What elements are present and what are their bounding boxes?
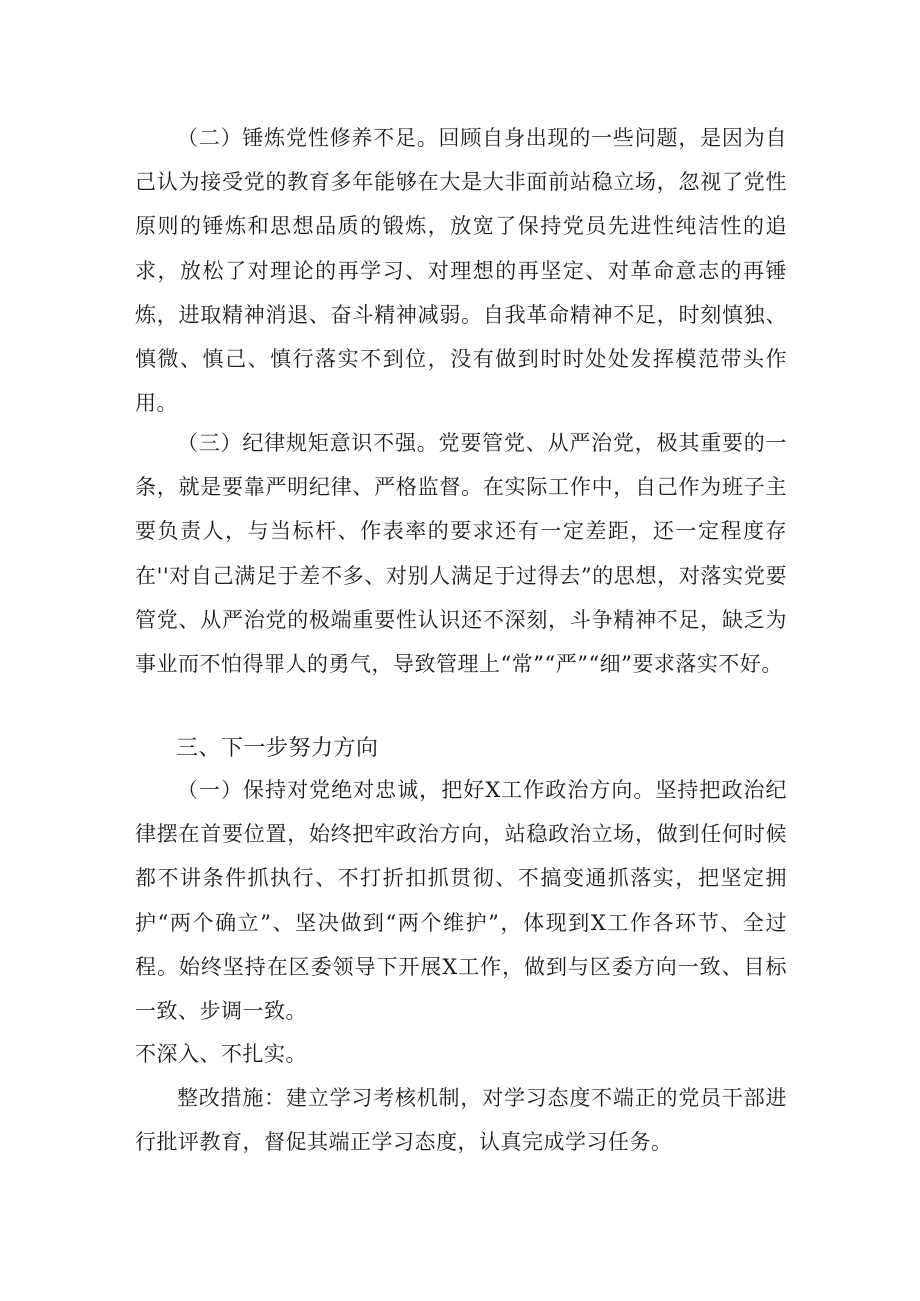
paragraph-loyalty-to-party: （一）保持对党绝对忠诚，把好X工作政治方向。坚持把政治纪律摆在首要位置，始终把牢政治方向，站稳政治立场，做到任何时候都不讲条件抓执行、不打折扣抓贯彻、不搞变通抓落实，把坚定拥护“两个确立”、坚决做到“两个维护”，体现到X工作各环节、全过程。始终坚持在区委领导下开展X工作，做到与区委方向一致、目标一致、步调一致。 [135,778,787,1024]
paragraph-party-spirit-cultivation: （二）锤炼党性修养不足。回顾自身出现的一些问题，是因为自己认为接受党的教育多年能够在大是大非面前站稳立场，忽视了党性原则的锤炼和思想品质的锻炼，放宽了保持党员先进性纯洁性的追求，放松了对理论的再学习、对理想的再坚定、对革命意志的再锤炼，进取精神消退、奋斗精神减弱。自我革命精神不足，时刻慎独、慎微、慎己、慎行落实不到位，没有做到时时处处发挥模范带头作用。 [135,126,787,416]
section-heading-next-steps: 三、下一步努力方向 [176,736,379,761]
paragraph-fragment: 不深入、不扎实。 [135,1042,307,1066]
paragraph-discipline-awareness: （三）纪律规矩意识不强。党要管党、从严治党，极其重要的一条，就是要靠严明纪律、严格监督。在实际工作中，自己作为班子主要负责人，与当标杆、作表率的要求还有一定差距，还一定程度存在''对自己满足于差不多、对别人满足于过得去”的思想，对落实党要管党、从严治党的极端重要性认识还不深刻，斗争精神不足，缺乏为事业而不怕得罪人的勇气，导致管理上“常”“严”“细”要求落实不好。 [135,431,787,677]
paragraph-rectification-measures: 整改措施：建立学习考核机制，对学习态度不端正的党员干部进行批评教育，督促其端正学习态度，认真完成学习任务。 [135,1086,787,1155]
